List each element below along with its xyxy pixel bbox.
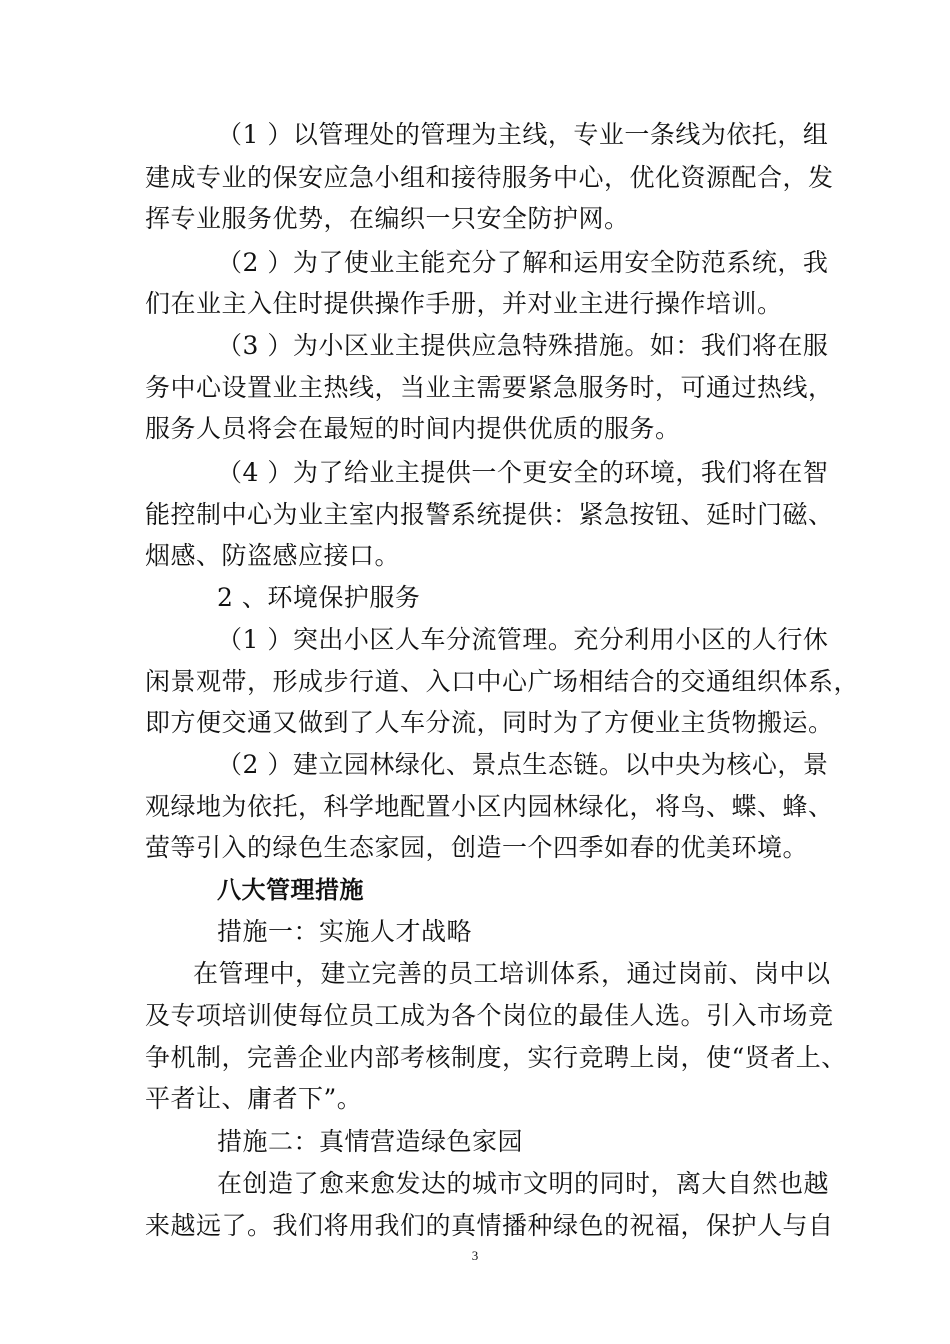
paragraph-line: 萤等引入的绿色生态家园，创造一个四季如春的优美环境。: [145, 833, 809, 862]
paragraph-line: （2 ）建立园林绿化、景点生态链。以中央为核心，景: [217, 750, 829, 779]
section-title: 八大管理措施: [217, 876, 364, 904]
paragraph-line: 们在业主入住时提供操作手册，并对业主进行操作培训。: [145, 289, 783, 318]
paragraph-line: （4 ）为了给业主提供一个更安全的环境，我们将在智: [217, 458, 829, 487]
paragraph-line: 即方便交通又做到了人车分流，同时为了方便业主货物搬运。: [145, 708, 834, 737]
paragraph-line: （2 ）为了使业主能充分了解和运用安全防范系统，我: [217, 248, 829, 277]
paragraph-line: 能控制中心为业主室内报警系统提供：紧急按钮、延时门磁、: [145, 500, 834, 529]
paragraph-line: 争机制，完善企业内部考核制度，实行竞聘上岗，使“贤者上、: [145, 1043, 847, 1072]
paragraph-line: 服务人员将会在最短的时间内提供优质的服务。: [145, 414, 681, 443]
measure-title: 措施二：真情营造绿色家园: [217, 1127, 524, 1156]
section-heading: 2 、环境保护服务: [217, 583, 421, 612]
paragraph-line: （1 ）突出小区人车分流管理。充分利用小区的人行休: [217, 625, 829, 654]
paragraph-line: 观绿地为依托，科学地配置小区内园林绿化，将鸟、蝶、蜂、: [145, 792, 834, 821]
paragraph-line: 建成专业的保安应急小组和接待服务中心，优化资源配合，发: [145, 163, 834, 192]
paragraph-line: 在创造了愈来愈发达的城市文明的同时，离大自然也越: [217, 1169, 830, 1198]
measure-title: 措施一：实施人才战略: [217, 917, 473, 946]
paragraph-line: 务中心设置业主热线，当业主需要紧急服务时，可通过热线，: [145, 373, 834, 402]
paragraph-line: 烟感、防盗感应接口。: [145, 541, 401, 570]
paragraph-line: 平者让、庸者下”。: [145, 1084, 363, 1113]
paragraph-line: 来越远了。我们将用我们的真情播种绿色的祝福，保护人与自: [145, 1211, 834, 1240]
paragraph-line: 在管理中，建立完善的员工培训体系，通过岗前、岗中以: [193, 959, 831, 988]
paragraph-line: 及专项培训使每位员工成为各个岗位的最佳人选。引入市场竞: [145, 1001, 834, 1030]
paragraph-line: 闲景观带，形成步行道、入口中心广场相结合的交通组织体系，: [145, 667, 860, 696]
paragraph-line: （1 ）以管理处的管理为主线，专业一条线为依托，组: [217, 120, 829, 149]
page-number: 3: [471, 1248, 479, 1263]
paragraph-line: 挥专业服务优势，在编织一只安全防护网。: [145, 204, 630, 233]
paragraph-line: （3 ）为小区业主提供应急特殊措施。如：我们将在服: [217, 331, 829, 360]
